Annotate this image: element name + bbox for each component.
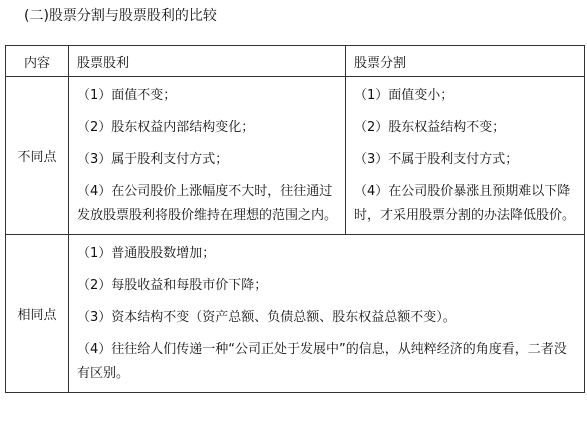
list-item: （2）股东权益结构不变； <box>354 120 506 135</box>
differences-label-cell <box>6 77 69 235</box>
similarities-label: 相同点 <box>17 308 57 323</box>
header-content-label: 内容 <box>23 55 50 71</box>
list-item: （4）在公司股价暴涨且预期难以下降时，才采用股票分割的办法降低股价。 <box>354 184 576 223</box>
list-item: （3）不属于股利支付方式； <box>354 152 519 167</box>
list-item: （4）在公司股价上涨幅度不大时，往往通过发放股票股利将股价维持在理想的范围之内。 <box>77 184 338 223</box>
comparison-table <box>5 45 585 393</box>
similarities-content-cell <box>69 235 585 393</box>
list-item: （4）往往给人们传递一种“公司正处于发展中”的信息，从纯粹经济的角度看，二者没有区别。 <box>77 342 567 381</box>
header-stock-split-cell <box>346 46 585 77</box>
differences-label: 不同点 <box>17 150 57 165</box>
list-item: （1）面值变小； <box>354 88 454 103</box>
list-item: （3）属于股利支付方式； <box>77 152 229 167</box>
list-item: （1）普通股股数增加； <box>77 246 216 261</box>
differences-stock-split-cell <box>346 77 585 235</box>
differences-row <box>6 77 585 235</box>
list-item: （2）股东权益内部结构变化； <box>77 120 255 135</box>
similarities-row <box>6 235 585 393</box>
list-item: （2）每股收益和每股市价下降； <box>77 278 268 293</box>
header-content-cell <box>6 46 69 77</box>
list-item: （1）面值不变； <box>77 88 177 103</box>
header-stock-dividend-cell <box>69 46 346 77</box>
section-heading: (二)股票分割与股票股利的比较 <box>24 8 217 24</box>
table-header-row <box>6 46 585 77</box>
similarities-label-cell <box>6 235 69 393</box>
header-stock-split-label: 股票分割 <box>354 55 407 71</box>
header-stock-dividend-label: 股票股利 <box>77 55 130 71</box>
differences-stock-dividend-cell <box>69 77 346 235</box>
list-item: （3）资本结构不变（资产总额、负债总额、股东权益总额不变）。 <box>77 310 456 325</box>
